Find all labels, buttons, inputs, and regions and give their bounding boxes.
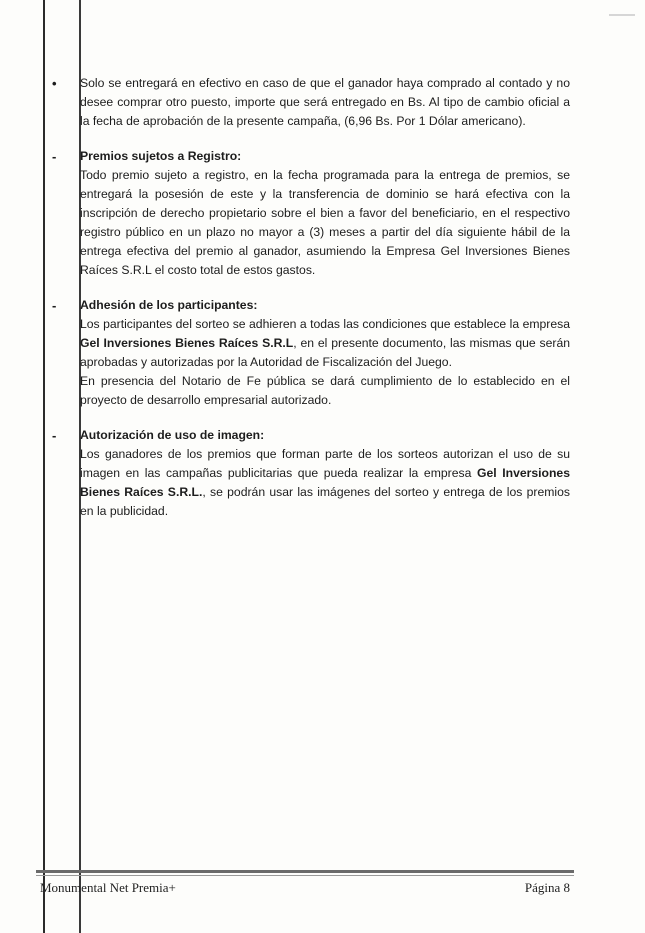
bullet-marker: • [52,76,57,91]
paragraph [80,445,570,521]
text-run: , se podrán usar las imágenes del sorteo y entrega de los premios en la publicidad. [80,485,570,518]
section-heading: Adhesión de los participantes: [80,298,258,312]
paragraph: Todo premio sujeto a registro, en la fecha programada para la entrega de premios, se entregará la posesión de este y la transferencia de dominio se hará efectiva con la inscripción de derecho propietario sobre el bien a favor del beneficiario, en el respectivo registro público en un plazo no mayor a (3) meses a partir del día siguiente hábil de la entrega efectiva del premio al ganador, asumiendo la Empresa Gel Inversiones Bienes Raíces S.R.L el costo total de estos gastos. [80,168,570,277]
scan-artifact [609,14,635,16]
paragraph: Solo se entregará en efectivo en caso de que el ganador haya comprado al contado y no desee comprar otro puesto, importe que será entregado en Bs. Al tipo de cambio oficial a la fecha de aprobación de la presente campaña, (6,96 Bs. Por 1 Dólar americano). [80,76,570,128]
company-name: Gel Inversiones Bienes Raíces S.R.L. [80,466,570,499]
document-body [52,74,571,537]
section-heading: Premios sujetos a Registro: [80,149,242,163]
dash-marker: - [52,149,57,164]
footer-rule [36,870,574,873]
section-adhesion [52,296,571,410]
section-heading: Autorización de uso de imagen: [80,428,265,442]
section-autorizacion-imagen [52,426,570,521]
text-run: Los ganadores de los premios que forman parte de los sorteos autorizan el uso de su imagen en las campañas publicitarias que pueda realizar la empresa [80,447,570,480]
footer-title: Monumental Net Premia+ [40,880,176,895]
paragraph: En presencia del Notario de Fe pública se dará cumplimiento de lo establecido en el proyecto de desarrollo empresarial autorizado. [80,374,570,407]
company-name: Gel Inversiones Bienes Raíces S.R.L [80,336,294,350]
text-run: Los participantes del sorteo se adhieren a todas las condiciones que establece la empresa [80,317,570,331]
text-run: , en el presente documento, las mismas que serán aprobadas y autorizadas por la Autoridad de Fiscalización del Juego. [80,336,571,369]
dash-marker: - [52,298,57,313]
page-number: Página 8 [524,880,570,895]
paragraph [80,315,570,372]
section-premios-registro [52,147,570,280]
dash-marker: - [52,428,57,443]
bullet-item-cash [52,74,570,131]
footer-rule-thin [36,875,574,876]
scan-margin-line [43,0,45,933]
